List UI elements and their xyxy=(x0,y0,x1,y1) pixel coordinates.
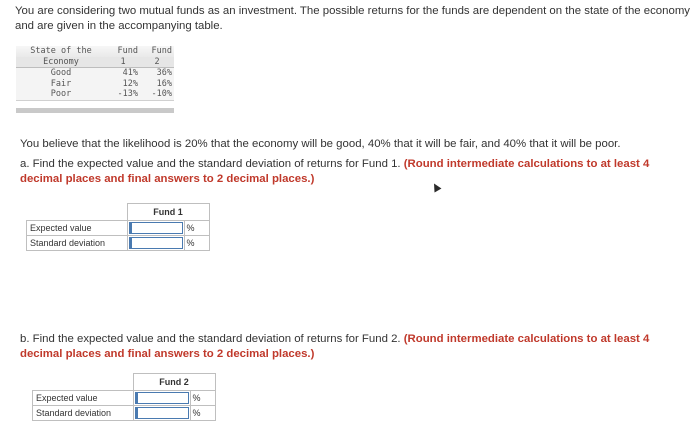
expected-value-label: Expected value xyxy=(27,221,128,236)
blank-header xyxy=(27,204,128,221)
expected-value-label: Expected value xyxy=(33,391,134,406)
fund1-cell: 41% xyxy=(106,68,140,79)
header-fund2: Fund xyxy=(140,46,174,57)
part-b-rounding-note: (Round intermediate calculations to at least 4 decimal places and final answers to 2 decimal places.) xyxy=(20,333,650,360)
fund1-cell: -13% xyxy=(106,89,140,100)
fund2-standard-deviation-input[interactable] xyxy=(135,407,189,419)
blank-header xyxy=(33,374,134,391)
fund1-answer-table xyxy=(26,203,210,251)
part-a-rounding-note: (Round intermediate calculations to at least 4 decimal places and final answers to 2 decimal places.) xyxy=(20,158,650,185)
fund1-cell: 12% xyxy=(106,79,140,90)
table-row xyxy=(16,89,174,100)
part-a-question xyxy=(20,157,690,187)
percent-unit: % xyxy=(184,236,209,251)
table-row xyxy=(33,406,216,421)
header-fund1: Fund xyxy=(106,46,140,57)
header-fund1-num: 1 xyxy=(106,57,140,68)
table-scroll-bar[interactable] xyxy=(16,108,174,113)
fund2-expected-value-input[interactable] xyxy=(135,392,189,404)
intro-text: You are considering two mutual funds as an investment. The possible returns for the funds are dependent on the state of the economy and are given in the accompanying table. xyxy=(15,5,690,32)
header-economy: Economy xyxy=(16,57,106,68)
percent-unit: % xyxy=(184,221,209,236)
table-row xyxy=(16,68,174,79)
returns-table-header-row xyxy=(16,57,174,68)
part-a-lead: a. Find the expected value and the standard deviation of returns for Fund 1. xyxy=(20,158,401,170)
state-cell: Fair xyxy=(16,79,106,90)
fund2-answer-table xyxy=(32,373,216,421)
percent-unit: % xyxy=(190,391,215,406)
fund1-standard-deviation-cell xyxy=(127,236,184,251)
fund2-expected-value-cell xyxy=(133,391,190,406)
table-row xyxy=(16,79,174,90)
part-b-question xyxy=(20,332,690,362)
fund1-expected-value-input[interactable] xyxy=(129,222,183,234)
fund1-column-header: Fund 1 xyxy=(127,204,209,221)
table-row xyxy=(33,391,216,406)
header-fund2-num: 2 xyxy=(140,57,174,68)
fund2-standard-deviation-cell xyxy=(133,406,190,421)
standard-deviation-label: Standard deviation xyxy=(27,236,128,251)
percent-unit: % xyxy=(190,406,215,421)
likelihood-text: You believe that the likelihood is 20% that the economy will be good, 40% that it will be fair, and 40% that it will be poor. xyxy=(20,138,621,150)
fund2-cell: -10% xyxy=(140,89,174,100)
header-state: State of the xyxy=(16,46,106,57)
part-b-lead: b. Find the expected value and the standard deviation of returns for Fund 2. xyxy=(20,333,401,345)
standard-deviation-label: Standard deviation xyxy=(33,406,134,421)
table-row xyxy=(27,236,210,251)
fund2-column-header: Fund 2 xyxy=(133,374,215,391)
fund1-standard-deviation-input[interactable] xyxy=(129,237,183,249)
returns-table xyxy=(16,46,174,101)
state-cell: Good xyxy=(16,68,106,79)
fund2-cell: 16% xyxy=(140,79,174,90)
table-row xyxy=(27,221,210,236)
state-cell: Poor xyxy=(16,89,106,100)
fund2-cell: 36% xyxy=(140,68,174,79)
returns-table-header-row xyxy=(16,46,174,57)
fund1-expected-value-cell xyxy=(127,221,184,236)
